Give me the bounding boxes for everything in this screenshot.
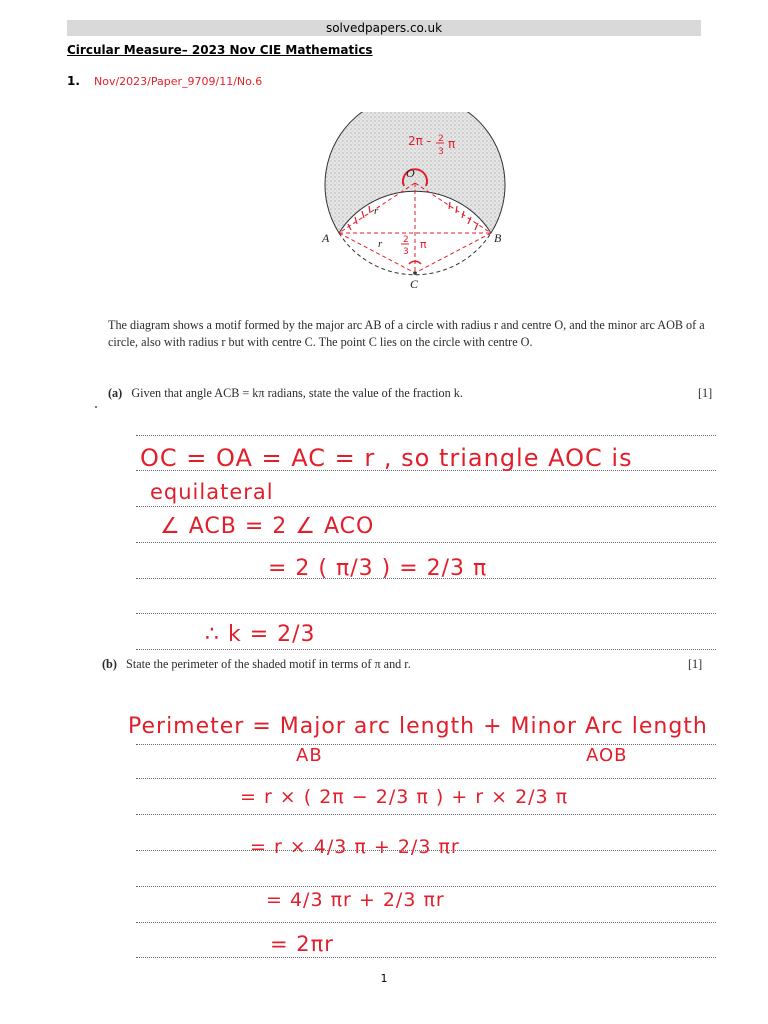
answer-line — [136, 886, 716, 887]
page-title: Circular Measure– 2023 Nov CIE Mathematics — [67, 43, 373, 57]
working-a-line: ∴ k = 2/3 — [205, 622, 316, 647]
question-reference: Nov/2023/Paper_9709/11/No.6 — [94, 75, 263, 88]
answer-line — [136, 744, 716, 745]
answer-line — [136, 613, 716, 614]
arc-hatching — [348, 202, 478, 230]
answer-line — [136, 957, 716, 958]
angle-annotation-c-num: 2 — [403, 235, 409, 245]
angle-annotation-o-den: 3 — [438, 147, 444, 157]
angle-annotation-c-pi: π — [420, 238, 427, 251]
part-b-question — [102, 657, 411, 672]
label-a: A — [322, 231, 330, 245]
working-a-line: = 2 ( π/3 ) = 2/3 π — [268, 556, 488, 581]
working-a-line: OC = OA = AC = r , so triangle AOC is — [140, 444, 633, 472]
working-b-line: = r × 4/3 π + 2/3 πr — [250, 836, 460, 858]
question-number: 1. — [67, 74, 80, 88]
angle-annotation-c-den: 3 — [403, 247, 409, 257]
part-b-label: (b) — [102, 657, 117, 671]
page-number: 1 — [380, 972, 388, 985]
angle-annotation-o: 2π - — [408, 134, 432, 148]
label-radius-ac: r — [378, 238, 383, 250]
stray-dot — [95, 406, 97, 408]
part-b-marks: [1] — [688, 657, 703, 671]
source-header — [67, 20, 701, 36]
working-a-line: ∠ ACB = 2 ∠ ACO — [160, 514, 375, 539]
part-a-text: Given that angle ACB = kπ radians, state the value of the fraction k. — [131, 386, 463, 400]
working-a-line: equilateral — [150, 480, 274, 504]
part-a-question — [108, 386, 463, 401]
question-text: The diagram shows a motif formed by the major arc AB of a circle with radius r and centre O, and the minor arc AOB of a circle, also with radius r but with centre C. The point C lies on the circle with centre O. — [108, 318, 705, 349]
answer-line — [136, 922, 716, 923]
answer-line — [136, 506, 716, 507]
working-b-line: = 4/3 πr + 2/3 πr — [266, 889, 445, 911]
point-c-dot — [413, 271, 417, 275]
answer-line — [136, 778, 716, 779]
answer-line — [136, 435, 716, 436]
motif-diagram — [310, 112, 520, 292]
angle-annotation-o-pi: π — [448, 137, 456, 151]
label-radius-oa: r — [374, 205, 379, 217]
label-o: O — [406, 166, 415, 180]
angle-annotation-o-num: 2 — [438, 134, 444, 144]
source-site: solvedpapers.co.uk — [325, 21, 443, 35]
label-c: C — [410, 277, 419, 291]
part-b-text: State the perimeter of the shaded motif in terms of π and r. — [126, 657, 411, 671]
working-b-line: = 2πr — [270, 932, 334, 956]
answer-line — [136, 814, 716, 815]
working-b-line: AOB — [586, 745, 628, 766]
working-b-line: Perimeter = Major arc length + Minor Arc length — [128, 714, 708, 739]
part-a-marks: [1] — [698, 386, 713, 400]
working-b-line: AB — [296, 745, 323, 766]
working-b-line: = r × ( 2π − 2/3 π ) + r × 2/3 π — [240, 786, 569, 808]
answer-line — [136, 649, 716, 650]
label-b: B — [494, 231, 502, 245]
answer-line — [136, 542, 716, 543]
part-a-label: (a) — [108, 386, 123, 400]
